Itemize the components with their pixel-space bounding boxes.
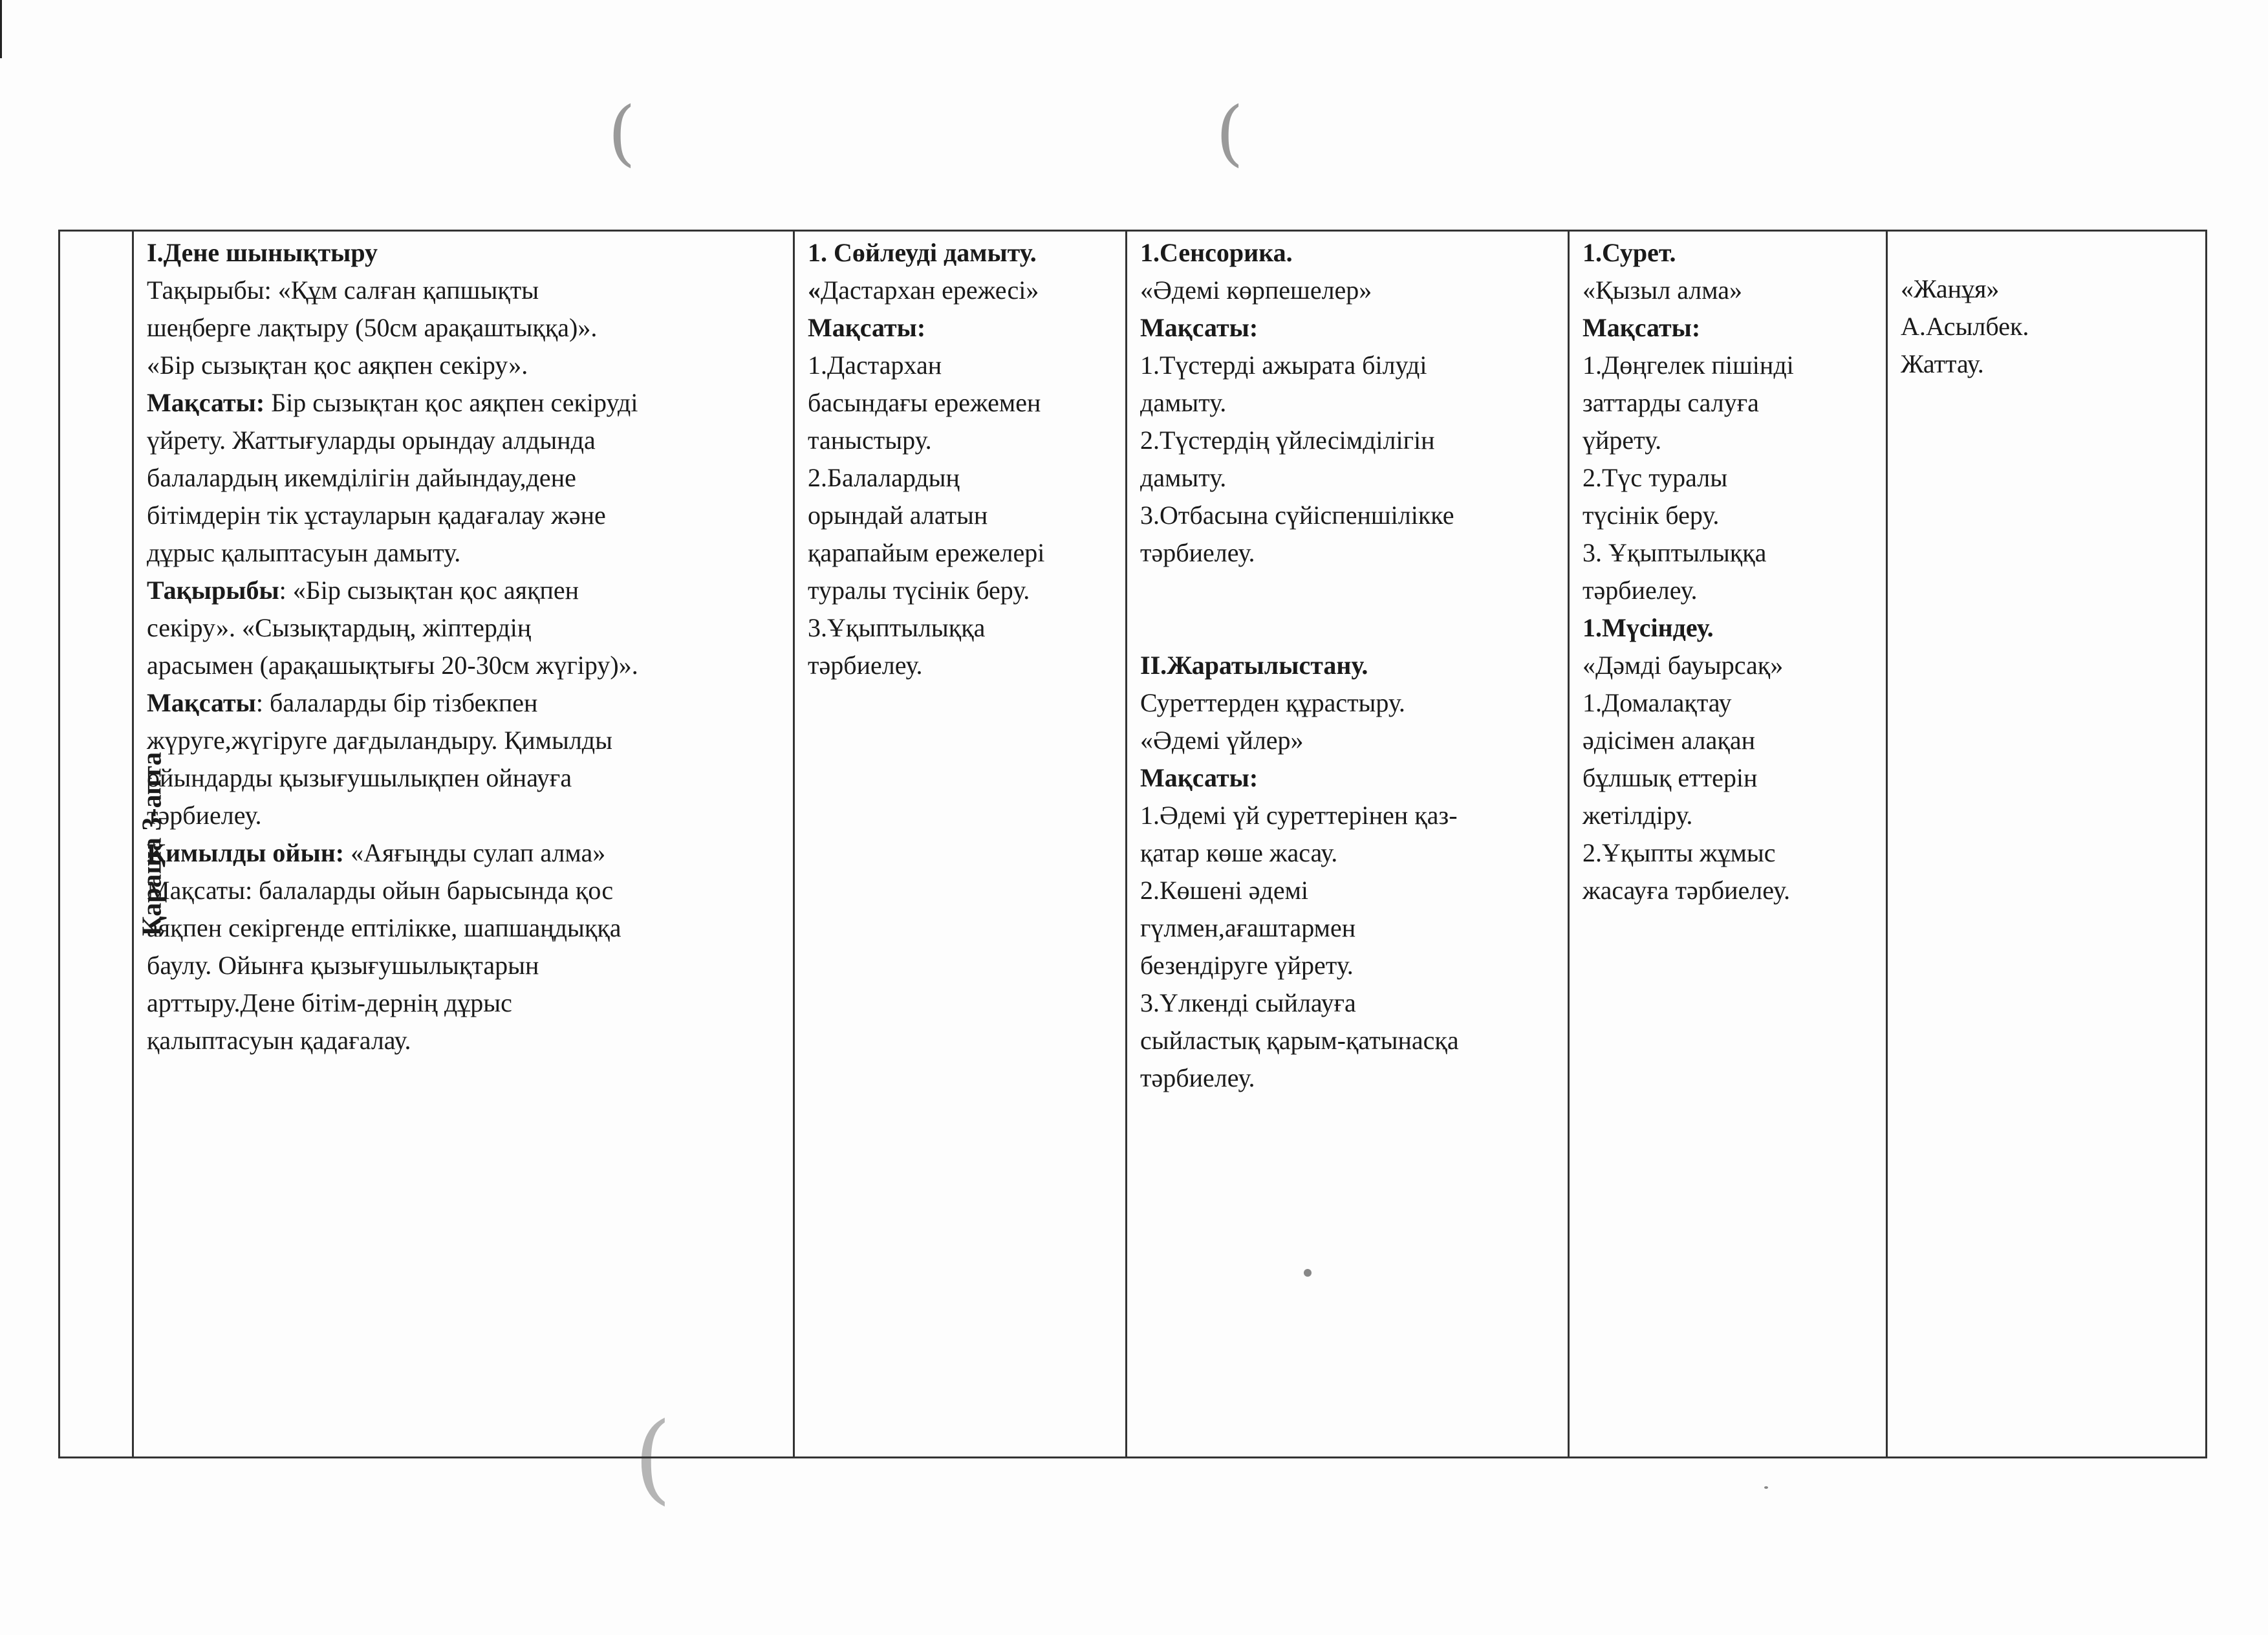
pe-goal-text: Бір сызықтан қос аяқпен секіруді xyxy=(265,388,638,417)
pe-topic2-text: : «Бір сызықтан қос аяқпен xyxy=(279,576,579,605)
drawing-modeling-cell xyxy=(1569,231,1887,1458)
speech-development-cell xyxy=(794,231,1127,1458)
speech-heading: 1. Сөйлеуді дамыту. xyxy=(808,238,1037,267)
pe-topic-line: «Бір сызықтан қос аяқпен секіру». xyxy=(147,351,528,380)
modeling-heading: 1.Мүсіндеу. xyxy=(1582,613,1714,642)
pe-topic2-line xyxy=(147,572,780,609)
nature-goal-line: 3.Үлкенді сыйлауға xyxy=(1140,988,1356,1017)
nature-goal-line: гүлмен,ағаштармен xyxy=(1140,913,1356,942)
speech-title-text: Дастархан ережесі» xyxy=(821,276,1039,305)
table-row xyxy=(59,231,2207,1458)
modeling-title: «Дәмді бауырсақ» xyxy=(1582,651,1784,680)
physical-education-cell xyxy=(133,231,794,1458)
scan-edge-line xyxy=(0,0,2,58)
pe-goal-label: Мақсаты: xyxy=(147,388,265,417)
modeling-goal-line: бұлшық еттерін xyxy=(1582,763,1758,792)
speech-goal-line: таныстыру. xyxy=(808,426,932,455)
pe-heading: I.Дене шынықтыру xyxy=(147,238,378,267)
nature-title: «Әдемі үйлер» xyxy=(1140,726,1304,755)
drawing-title: «Қызыл алма» xyxy=(1582,276,1743,305)
pe-goal2-label: Мақсаты xyxy=(147,688,256,717)
pe-goal2-line: тәрбиелеу. xyxy=(147,801,262,830)
nature-goal-line: безендіруге үйрету. xyxy=(1140,951,1354,980)
nature-goal-label: Мақсаты: xyxy=(1140,763,1258,792)
pe-goal2-line: жүруге,жүгіруге дағдыландыру. Қимылды xyxy=(147,726,613,755)
drawing-goal-line: 2.Түс туралы xyxy=(1582,463,1728,492)
modeling-goal-line: 1.Домалақтау xyxy=(1582,688,1732,717)
drawing-goal-line: түсінік беру. xyxy=(1582,501,1720,530)
speech-goal-label: Мақсаты: xyxy=(808,313,926,342)
scan-speck xyxy=(1764,1486,1768,1489)
week-cell xyxy=(59,231,167,1458)
modeling-goal-line: әдісімен алақан xyxy=(1582,726,1755,755)
sensory-goal-line: дамыту. xyxy=(1140,388,1227,417)
pe-goal-line: үйрету. Жаттығуларды орындау алдында xyxy=(147,426,596,455)
pe-topic2-line: арасымен (арақашықтығы 20-30см жүгіру)». xyxy=(147,651,638,680)
drawing-heading: 1.Сурет. xyxy=(1582,238,1676,267)
pe-game-label: Қимылды ойын: xyxy=(147,838,345,867)
pe-game-line: арттыру.Дене бітім-дернің дұрыс xyxy=(147,988,512,1017)
nature-heading: II.Жаратылыстану. xyxy=(1140,651,1368,680)
scan-artifact: ( xyxy=(608,91,636,174)
modeling-goal-line: 2.Ұқыпты жұмыс xyxy=(1582,838,1776,867)
sensory-goal-line: 3.Отбасына сүйіспеншілікке xyxy=(1140,501,1454,530)
nature-goal-line: қатар көше жасау. xyxy=(1140,838,1338,867)
pe-game-line: қалыптасуын қадағалау. xyxy=(147,1026,411,1055)
pe-goal-line xyxy=(147,384,780,422)
pe-game-line: Мақсаты: балаларды ойын барысында қос xyxy=(147,876,614,905)
drawing-goal-line: үйрету. xyxy=(1582,426,1662,455)
speech-title-quote: « xyxy=(808,276,821,305)
sensory-heading: 1.Сенсорика. xyxy=(1140,238,1293,267)
scan-artifact: ( xyxy=(1216,91,1244,174)
sensory-goal-line: тәрбиелеу. xyxy=(1140,538,1255,567)
scan-artifact: ( xyxy=(634,1402,672,1515)
lesson-plan-table xyxy=(58,230,2207,1458)
poem-author: А.Асылбек. xyxy=(1901,312,2029,341)
drawing-goal-line: 3. Ұқыптылыққа xyxy=(1582,538,1767,567)
speech-goal-line: басындағы ережемен xyxy=(808,388,1041,417)
nature-subtitle: Суреттерден құрастыру. xyxy=(1140,688,1405,717)
spacer xyxy=(1140,572,1555,647)
literature-cell xyxy=(1887,231,2207,1458)
sensory-goal-line: дамыту. xyxy=(1140,463,1227,492)
speech-goal-line: тәрбиелеу. xyxy=(808,651,923,680)
speech-goal-line: туралы түсінік беру. xyxy=(808,576,1030,605)
pe-game-text: «Аяғыңды сулап алма» xyxy=(344,838,606,867)
speech-goal-line: 3.Ұқыптылыққа xyxy=(808,613,986,642)
speech-goal-line: 2.Балалардың xyxy=(808,463,960,492)
pe-goal-line: бітімдерін тік ұстауларын қадағалау және xyxy=(147,501,606,530)
drawing-goal-line: тәрбиелеу. xyxy=(1582,576,1698,605)
pe-game-line xyxy=(147,834,780,872)
drawing-goal-line: заттарды салуға xyxy=(1582,388,1759,417)
poem-task: Жаттау. xyxy=(1901,349,1984,378)
modeling-goal-line: жетілдіру. xyxy=(1582,801,1693,830)
pe-topic2-line: секіру». «Сызықтардың, жіптердің xyxy=(147,613,532,642)
pe-goal2-line xyxy=(147,684,780,722)
sensory-goal-label: Мақсаты: xyxy=(1140,313,1258,342)
speech-goal-line: орындай алатын xyxy=(808,501,988,530)
pe-goal-line: дұрыс қалыптасуын дамыту. xyxy=(147,538,461,567)
drawing-goal-label: Мақсаты: xyxy=(1582,313,1701,342)
pe-goal2-text: : балаларды бір тізбекпен xyxy=(255,688,538,717)
pe-goal2-line: ойындарды қызығушылықпен ойнауға xyxy=(147,763,572,792)
pe-topic-line: шеңберге лақтыру (50см арақаштыққа)». xyxy=(147,313,598,342)
speech-goal-line: қарапайым ережелері xyxy=(808,538,1045,567)
pe-topic-line: Тақырыбы: «Құм салған қапшықты xyxy=(147,276,539,305)
week-label: Қараша 3-апта xyxy=(137,752,167,937)
nature-goal-line: 1.Әдемі үй суреттерінен қаз- xyxy=(1140,801,1458,830)
sensory-goal-line: 1.Түстерді ажырата білуді xyxy=(1140,351,1427,380)
sensory-title: «Әдемі көрпешелер» xyxy=(1140,276,1372,305)
pe-topic2-label: Тақырыбы xyxy=(147,576,279,605)
drawing-goal-line: 1.Дөңгелек пішінді xyxy=(1582,351,1794,380)
speech-title xyxy=(808,272,1112,309)
poem-title: «Жанұя» xyxy=(1901,274,2000,303)
speech-goal-line: 1.Дастархан xyxy=(808,351,942,380)
sensory-goal-line: 2.Түстердің үйлесімділігін xyxy=(1140,426,1435,455)
pe-game-line: аяқпен секіргенде ептілікке, шапшаңдыққа xyxy=(147,913,621,942)
nature-goal-line: тәрбиелеу. xyxy=(1140,1063,1255,1092)
nature-goal-line: 2.Көшені әдемі xyxy=(1140,876,1309,905)
sensory-nature-cell xyxy=(1127,231,1569,1458)
nature-goal-line: сыйластық қарым-қатынасқа xyxy=(1140,1026,1459,1055)
pe-game-line: баулу. Ойынға қызығушылықтарын xyxy=(147,951,539,980)
modeling-goal-line: жасауға тәрбиелеу. xyxy=(1582,876,1790,905)
pe-goal-line: балалардың икемділігін дайындау,дене xyxy=(147,463,576,492)
